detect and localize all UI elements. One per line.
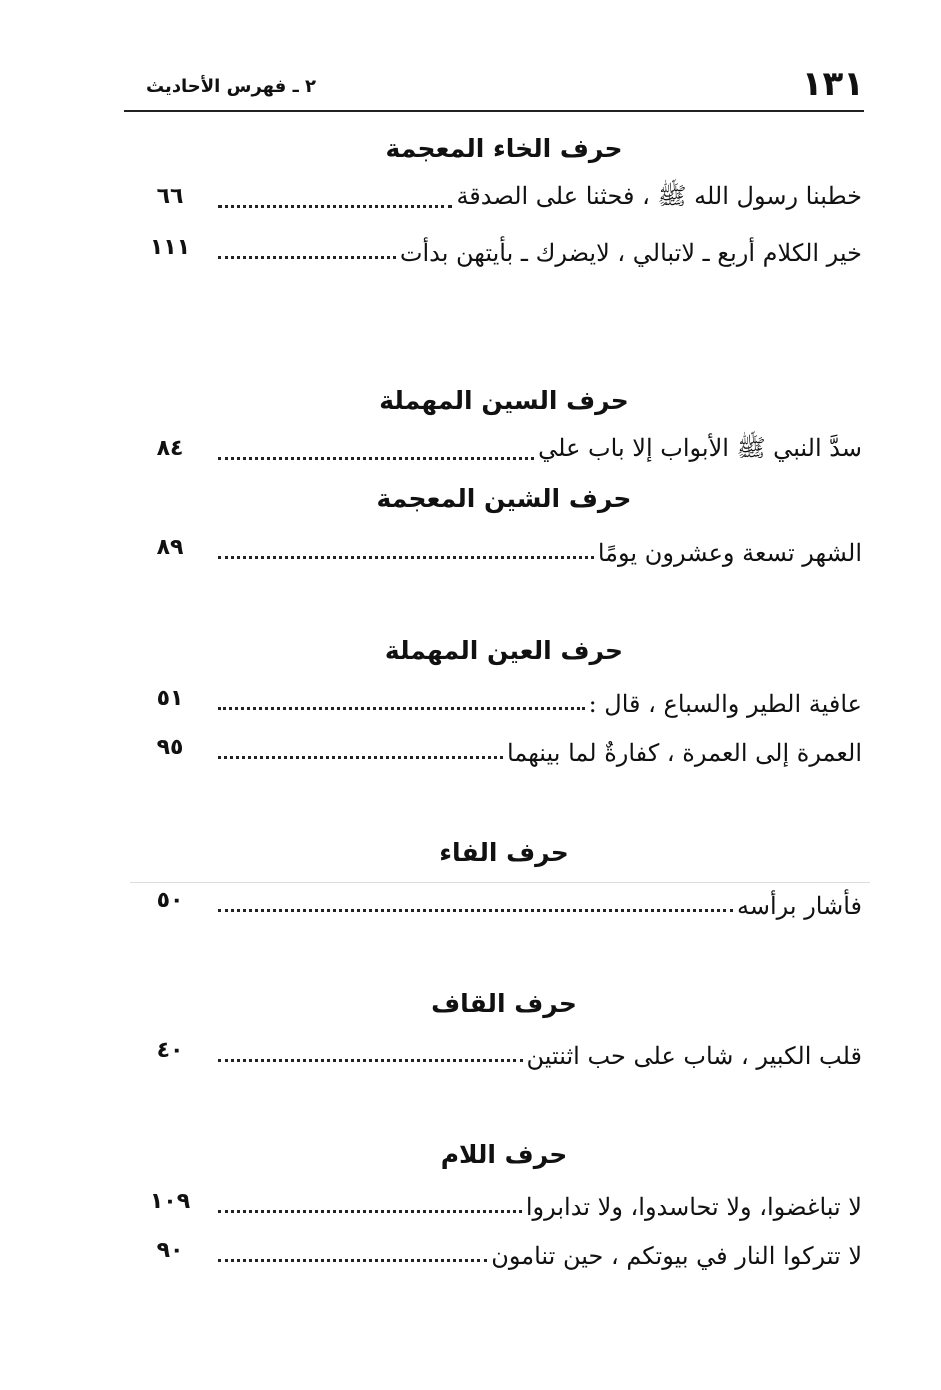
index-entry (140, 733, 868, 773)
entry-leader (218, 1187, 862, 1227)
dot-leader (218, 556, 594, 559)
section-heading-kha: حرف الخاء المعجمة (385, 134, 623, 163)
entry-page-ref: ٦٦ (156, 184, 184, 209)
index-entry (140, 533, 868, 573)
page-header (124, 58, 864, 112)
entry-page-ref: ٥٠ (156, 888, 184, 913)
section-heading-qaf: حرف القاف (431, 989, 577, 1018)
entry-page-ref: ٨٤ (156, 436, 184, 461)
page-number: ١٣١ (801, 64, 864, 104)
section-heading-lam: حرف اللام (440, 1140, 568, 1169)
entry-text: الشهر تسعة وعشرون يومًا (597, 539, 862, 567)
entry-text: لا تباغضوا، ولا تحاسدوا، ولا تدابروا (525, 1193, 862, 1221)
entry-page-ref: ١٠٩ (149, 1189, 191, 1214)
dot-leader (218, 756, 503, 759)
entry-text: قلب الكبير ، شاب على حب اثنتين (526, 1042, 862, 1070)
running-title: ٢ ـ فهرس الأحاديث (146, 76, 317, 97)
entry-text: لا تتركوا النار في بيوتكم ، حين تنامون (491, 1242, 862, 1270)
dot-leader (218, 707, 585, 710)
entry-text: فأشار برأسه (737, 892, 862, 920)
faint-divider (130, 882, 870, 883)
index-entry (140, 182, 868, 222)
index-entry (140, 233, 868, 273)
entry-leader (218, 434, 862, 474)
entry-leader (218, 1036, 862, 1076)
entry-page-ref: ١١١ (149, 235, 191, 260)
index-entry (140, 886, 868, 926)
index-entry (140, 1036, 868, 1076)
entry-text: خطبنا رسول الله ﷺ ، فحثنا على الصدقة (456, 182, 862, 210)
index-entry (140, 1236, 868, 1276)
dot-leader (218, 1259, 487, 1262)
entry-leader (218, 533, 862, 573)
entry-page-ref: ٥١ (156, 686, 184, 711)
entry-leader (218, 233, 862, 273)
dot-leader (218, 205, 452, 208)
dot-leader (218, 909, 733, 912)
entry-leader (218, 182, 862, 222)
entry-page-ref: ٩٠ (156, 1238, 184, 1263)
entry-text: العمرة إلى العمرة ، كفارةٌ لما بينهما (507, 739, 862, 767)
section-heading-fa: حرف الفاء (439, 838, 569, 867)
entry-text: خير الكلام أربع ـ لاتبالي ، لايضرك ـ بأيتهن بدأت (399, 239, 862, 267)
entry-page-ref: ٨٩ (156, 535, 184, 560)
entry-page-ref: ٩٥ (156, 735, 184, 760)
entry-leader (218, 886, 862, 926)
section-heading-sheen: حرف الشين المعجمة (376, 484, 632, 513)
entry-text: عافية الطير والسباع ، قال : (588, 690, 862, 718)
entry-page-ref: ٤٠ (156, 1038, 184, 1063)
entry-text: سدَّ النبي ﷺ الأبواب إلا باب علي (538, 434, 862, 462)
entry-leader (218, 684, 862, 724)
index-entry (140, 684, 868, 724)
index-entry (140, 1187, 868, 1227)
section-heading-ain: حرف العين المهملة (384, 636, 624, 665)
dot-leader (218, 1210, 522, 1213)
entry-leader (218, 1236, 862, 1276)
entry-leader (218, 733, 862, 773)
index-entry (140, 434, 868, 474)
dot-leader (218, 457, 534, 460)
dot-leader (218, 256, 396, 259)
dot-leader (218, 1059, 523, 1062)
section-heading-seen: حرف السين المهملة (379, 386, 629, 415)
